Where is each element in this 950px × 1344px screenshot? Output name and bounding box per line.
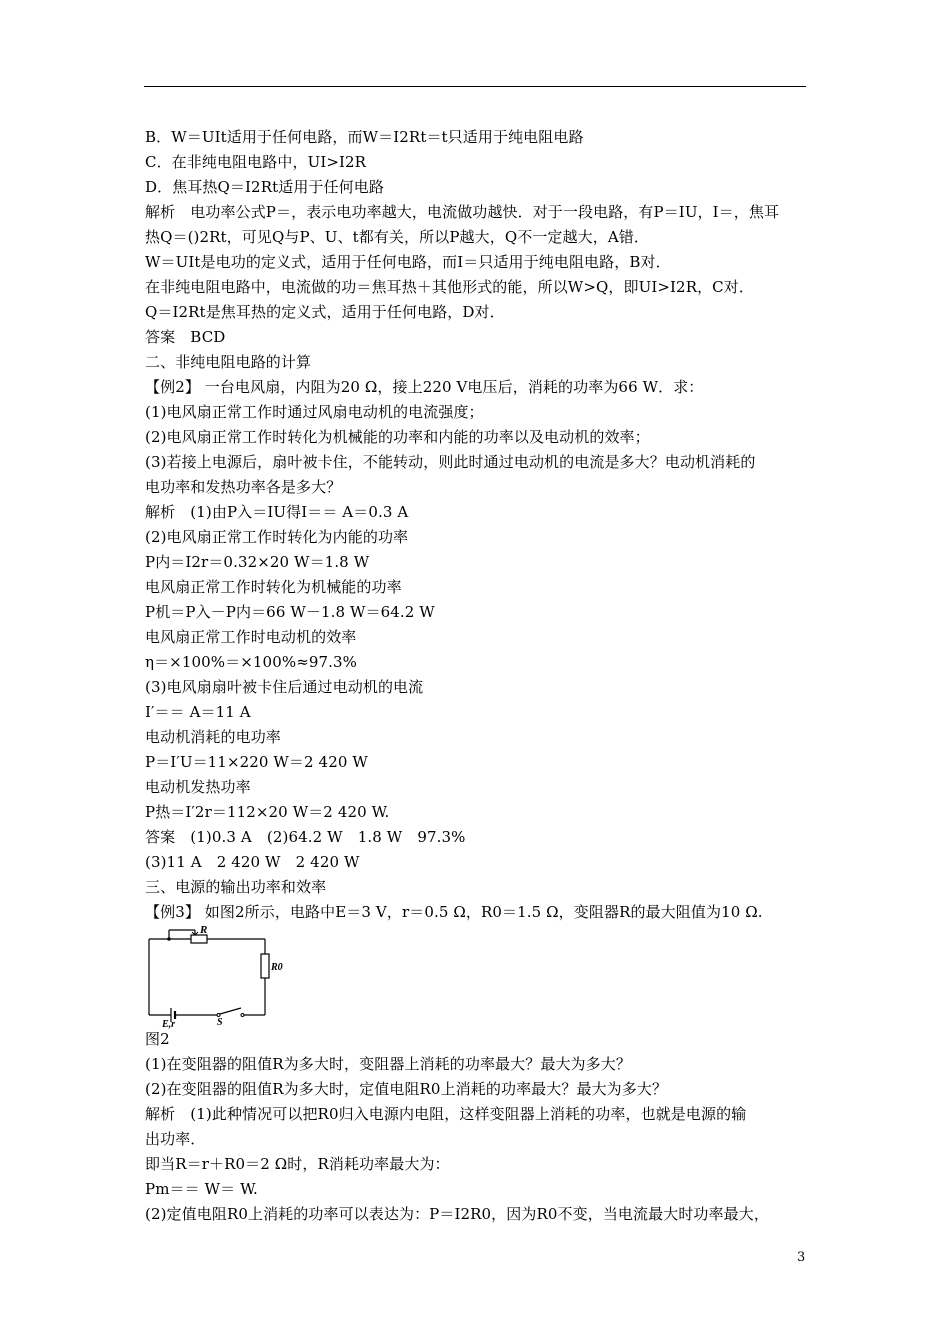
text-line: 解析 电功率公式P＝，表示电功率越大，电流做功越快．对于一段电路，有P＝IU，I＝，焦耳 (145, 203, 780, 221)
text-line: 电动机发热功率 (145, 778, 251, 796)
label-R: R (200, 924, 208, 936)
label-R0: R0 (271, 962, 283, 973)
text-line: 电动机消耗的电功率 (145, 728, 281, 746)
text-line: 电功率和发热功率各是多大？ (145, 478, 342, 496)
text-line: (3)若接上电源后，扇叶被卡住，不能转动，则此时通过电动机的电流是多大？电动机消耗的 (145, 453, 756, 471)
text-line: I′＝＝ A＝11 A (145, 703, 251, 721)
text-line: (3)电风扇扇叶被卡住后通过电动机的电流 (145, 678, 424, 696)
text-line: (1)在变阻器的阻值R为多大时，变阻器上消耗的功率最大？最大为多大？ (145, 1055, 631, 1073)
text-line: P热＝I′2r＝112×20 W＝2 420 W. (145, 803, 390, 821)
text-line: 【例2】 一台电风扇，内阻为20 Ω，接上220 V电压后，消耗的功率为66 W．求： (145, 378, 704, 396)
text-line: 解析 (1)由P入＝IU得I＝＝ A＝0.3 A (145, 503, 409, 521)
text-line: (3)11 A 2 420 W 2 420 W (145, 853, 360, 871)
document-body (145, 125, 810, 1227)
text-line: P＝I′U＝11×220 W＝2 420 W (145, 753, 368, 771)
text-line: W＝UIt是电功的定义式，适用于任何电路，而I＝只适用于纯电阻电路，B对． (145, 253, 671, 271)
paragraph-block-bottom (145, 1027, 810, 1227)
text-line: D．焦耳热Q＝I2Rt适用于任何电路 (145, 178, 384, 196)
text-line: 二、非纯电阻电路的计算 (145, 353, 312, 371)
paragraph-block-top (145, 125, 810, 925)
text-line: 出功率． (145, 1130, 206, 1148)
page-number: 3 (797, 1250, 806, 1265)
header-rule (144, 86, 806, 87)
text-line: (2)电风扇正常工作时转化为内能的功率 (145, 528, 409, 546)
text-line: (2)电风扇正常工作时转化为机械能的功率和内能的功率以及电动机的效率； (145, 428, 650, 446)
text-line: Q＝I2Rt是焦耳热的定义式，适用于任何电路，D对． (145, 303, 505, 321)
text-line: 热Q＝()2Rt，可见Q与P、U、t都有关，所以P越大，Q不一定越大，A错． (145, 228, 649, 246)
label-S: S (217, 1017, 223, 1028)
text-line: C．在非纯电阻电路中，UI>I2R (145, 153, 367, 171)
text-line: 在非纯电阻电路中，电流做的功＝焦耳热＋其他形式的能，所以W>Q，即UI>I2R，C对． (145, 278, 754, 296)
text-line: 解析 (1)此种情况可以把R0归入电源内电阻，这样变阻器上消耗的功率，也就是电源的输 (145, 1105, 747, 1123)
text-line: P机＝P入－P内＝66 W－1.8 W＝64.2 W (145, 603, 435, 621)
text-line: B．W＝UIt适用于任何电路，而W＝I2Rt＝t只适用于纯电阻电路 (145, 128, 584, 146)
text-line: 答案 BCD (145, 328, 226, 346)
text-line: (1)电风扇正常工作时通过风扇电动机的电流强度； (145, 403, 484, 421)
text-line: (2)在变阻器的阻值R为多大时，定值电阻R0上消耗的功率最大？最大为多大？ (145, 1080, 668, 1098)
text-line: 即当R＝r＋R0＝2 Ω时，R消耗功率最大为： (145, 1155, 450, 1173)
text-line: η＝×100%＝×100%≈97.3% (145, 653, 358, 671)
text-line: 电风扇正常工作时电动机的效率 (145, 628, 357, 646)
text-line: 三、电源的输出功率和效率 (145, 878, 327, 896)
label-Er: E,r (162, 1019, 176, 1030)
text-line: (2)定值电阻R0上消耗的功率可以表达为：P＝I2R0，因为R0不变，当电流最大时功率最大， (145, 1205, 769, 1223)
text-line: Pm＝＝ W＝ W. (145, 1180, 258, 1198)
text-line: 图2 (145, 1030, 170, 1048)
text-line: 【例3】 如图2所示，电路中E＝3 V，r＝0.5 Ω，R0＝1.5 Ω，变阻器R的最大阻值为10 Ω. (145, 903, 763, 921)
text-line: 答案 (1)0.3 A (2)64.2 W 1.8 W 97.3% (145, 828, 466, 846)
text-line: P内＝I2r＝0.32×20 W＝1.8 W (145, 553, 370, 571)
circuit-diagram-figure (145, 924, 283, 1030)
text-line: 电风扇正常工作时转化为机械能的功率 (145, 578, 402, 596)
